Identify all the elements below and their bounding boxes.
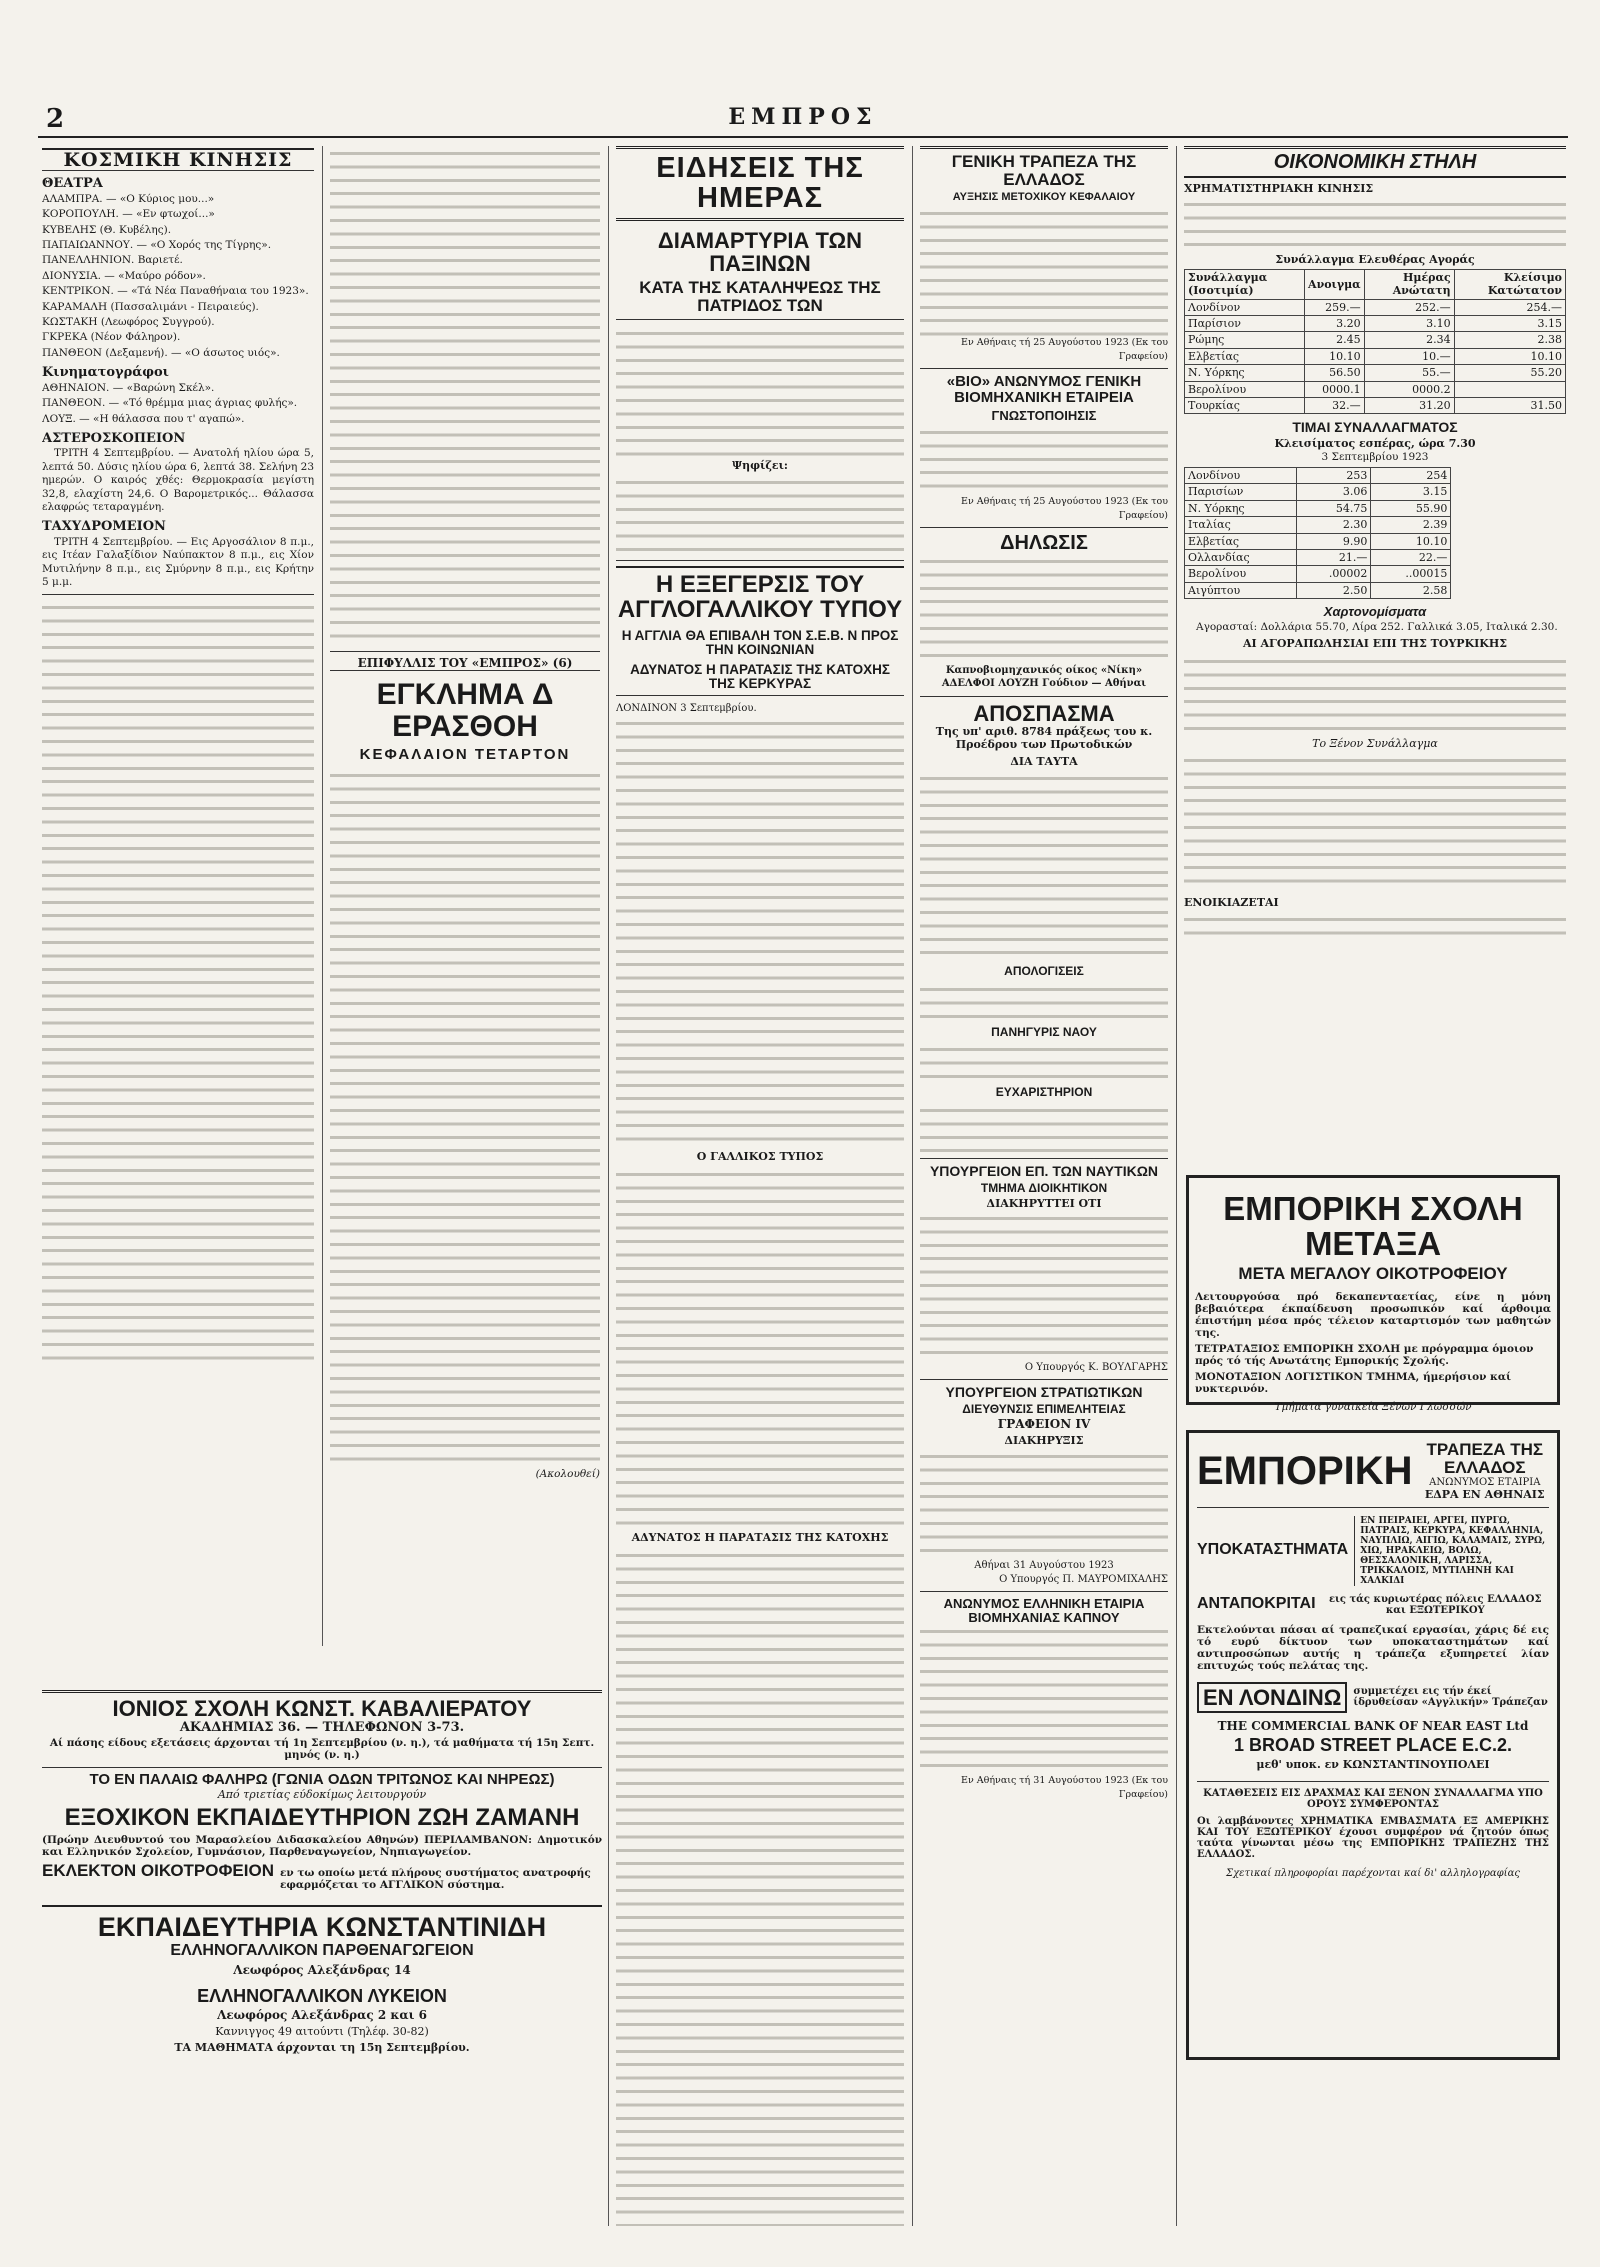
divider [920, 696, 1168, 697]
ad-text: ΤΕΤΡΑΤΑΞΙΟΣ ΕΜΠΟΡΙΚΗ ΣΧΟΛΗ με πρόγραμμα όμοιον πρός τό τής Ανωτάτης Εμπορικής Σχολής. [1195, 1343, 1534, 1368]
notice-sign: Εν Αθήναις τή 25 Αυγούστου 1923 (Εκ του Γραφείου) [961, 337, 1168, 362]
table-cell: 31.50 [1454, 398, 1565, 414]
column-notices [920, 146, 1168, 2226]
article-body [1184, 197, 1566, 249]
table-cell: 3.06 [1297, 484, 1371, 500]
london-label: ΕΝ ΛΟΝΔΙΝΩ [1197, 1682, 1347, 1713]
column-feuilleton [330, 146, 600, 1666]
table-cell: Ελβετίας [1185, 533, 1297, 549]
bank-seat: ΕΔΡΑ ΕΝ ΑΘΗΝΑΙΣ [1424, 1487, 1545, 1501]
table-row [1185, 566, 1451, 582]
table-cell: 21.— [1297, 550, 1371, 566]
boarding [42, 1862, 602, 1891]
table-cell: Λονδίνου [1185, 467, 1297, 483]
table-cell: 22.— [1371, 550, 1451, 566]
theatres-heading: ΘΕΑΤΡΑ [42, 176, 103, 192]
divider [920, 527, 1168, 528]
table-cell: Ιταλίας [1185, 517, 1297, 533]
table-cell: 2.50 [1297, 582, 1371, 598]
table-row [1185, 381, 1566, 397]
ops-text: Εκτελούνται πάσαι αί τραπεζικαί εργασίαι, χάρις δέ εις τό ευρύ δίκτυον των υποκαταστημάτων καί αντιπροσώπων αυτής η τράπεζα εξυπηρετεί λίαν επιτυχώς τούς πελάτας της. [1197, 1623, 1549, 1672]
divider [920, 1379, 1168, 1380]
notice-body [920, 1042, 1168, 1082]
table-cell: Ν. Υόρκης [1185, 365, 1305, 381]
table-row [1185, 517, 1451, 533]
news-banner: ΕΙΔΗΣΕΙΣ ΤΗΣ ΗΜΕΡΑΣ [616, 146, 904, 221]
notice-sub: Της υπ' αριθ. 8784 πράξεως του κ. Προέδρου των Πρωτοδικών [935, 724, 1153, 752]
column-rule [912, 146, 913, 2226]
coupon-heading: Χαρτονομίσματα [1323, 604, 1427, 620]
list-item: ΑΛΑΜΠΡΑ. — «Ο Κύριος μου...» [42, 192, 215, 205]
table-cell: 2.34 [1364, 332, 1454, 348]
list-item: ΔΙΟΝΥΣΙΑ. — «Μαύρο ρόδον». [42, 269, 206, 282]
divider [920, 1158, 1168, 1159]
notice-sign: Ο Υπουργός Π. ΜΑΥΡΟΜΙΧΑΛΗΣ [999, 1573, 1168, 1585]
school-ad [1186, 1175, 1560, 1414]
table-cell: 31.20 [1364, 398, 1454, 414]
ad-title: ΕΚΠΑΙΔΕΥΤΗΡΙΑ ΚΩΝΣΤΑΝΤΙΝΙΔΗ [42, 1905, 602, 1941]
table-cell: 10.— [1364, 348, 1454, 364]
headline-sub: ΑΔΥΝΑΤΟΣ Η ΠΑΡΑΤΑΣΙΣ ΤΗΣ ΚΑΤΟΧΗΣ ΤΗΣ ΚΕΡΚΥΡΑΣ [616, 663, 904, 696]
section-title: ΚΟΣΜΙΚΗ ΚΙΝΗΣΙΣ [42, 148, 314, 171]
masthead: ΕΜΠΡΟΣ [728, 104, 878, 130]
closing-sub: Κλεισίματος εσπέρας, ώρα 7.30 [1274, 437, 1476, 451]
list-item: ΑΘΗΝΑΙΟΝ. — «Βαρώνη Σκέλ». [42, 381, 215, 394]
table-cell: 259.— [1305, 299, 1365, 315]
bank-name: ΕΜΠΟΡΙΚΗ [1197, 1448, 1413, 1493]
table-cell: 55.— [1364, 365, 1454, 381]
branches-label: ΥΠΟΚΑΤΑΣΤΗΜΑΤΑ [1197, 1541, 1349, 1559]
london-with: μεθ' υποκ. εν ΚΩΝΣΤΑΝΤΙΝΟΥΠΟΛΕΙ [1256, 1757, 1490, 1771]
notice-title: ΑΝΩΝΥΜΟΣ ΕΛΛΗΝΙΚΗ ΕΤΑΙΡΙΑ ΒΙΟΜΗΧΑΝΙΑΣ ΚΑΠΝΟΥ [943, 1595, 1145, 1625]
ad-text: Λειτουργούσα πρό δεκαπενταετίας, είνε η μόνη βεβαιότερα έκπαίδευση προσωπικόν καί άρθοιμα έπιστήμη μέσα πρός τέλειον καταρτισμόν των μαθητών της. [1195, 1291, 1551, 1340]
table-cell: Αιγύπτου [1185, 582, 1297, 598]
table-cell: 2.58 [1371, 582, 1451, 598]
list-item: ΚΥΒΕΛΗΣ (Θ. Κυβέλης). [42, 223, 172, 236]
ad-text: Καννιγγος 49 αιτούντι (Τηλέφ. 30-82) [215, 2025, 429, 2039]
ad-title: ΤΟ ΕΝ ΠΑΛΑΙΩ ΦΑΛΗΡΩ (ΓΩΝΙΑ ΟΔΩΝ ΤΡΙΤΩΝΟΣ ΚΑΙ ΝΗΡΕΩΣ) [42, 1767, 602, 1788]
article-body [1184, 654, 1566, 734]
table-cell: Παρισίων [1185, 484, 1297, 500]
column-header: Ανοιγμα [1305, 269, 1365, 299]
bank-ad-titles [1421, 1441, 1549, 1501]
table-row [1185, 533, 1451, 549]
article-body [1184, 753, 1566, 893]
school-ads [42, 1690, 602, 2253]
table-cell: 55.20 [1454, 365, 1565, 381]
table-cell: 3.15 [1371, 484, 1451, 500]
feuilleton-body [330, 768, 600, 1468]
headline-sub: Η ΑΓΓΛΙΑ ΘΑ ΕΠΙΒΑΛΗ ΤΟΝ Σ.Ε.Β. Ν ΠΡΟΣ ΤΗΝ ΚΟΙΝΩΝΙΑΝ [621, 627, 899, 657]
table-cell: 10.10 [1305, 348, 1365, 364]
notice-body [920, 1624, 1168, 1774]
notice-clause: ΔΙΑΚΗΡΥΞΙΣ [1004, 1433, 1084, 1447]
notice-title: ΑΠΟΣΠΑΣΜΑ [973, 700, 1115, 726]
table-cell: Βερολίνου [1185, 566, 1297, 582]
article-body [616, 1548, 904, 2226]
notice-title: ΠΑΝΗΓΥΡΙΣ ΝΑΟΥ [991, 1024, 1097, 1039]
table-row [1185, 299, 1566, 315]
table-cell: 55.90 [1371, 500, 1451, 516]
table-cell: 254 [1371, 467, 1451, 483]
ad-title: ΕΚΛΕΚΤΟΝ ΟΙΚΟΤΡΟΦΕΙΟΝ [42, 1861, 274, 1881]
london-bank: THE COMMERCIAL BANK OF NEAR EAST Ltd [1217, 1718, 1529, 1733]
trade-heading: ΑΙ ΑΓΟΡΑΠΩΛΗΣΙΑΙ ΕΠΙ ΤΗΣ ΤΟΥΡΚΙΚΗΣ [1242, 637, 1508, 651]
table-cell: 9.90 [1297, 533, 1371, 549]
london-addr: 1 BROAD STREET PLACE E.C.2. [1233, 1734, 1513, 1755]
notice-body [920, 1103, 1168, 1153]
notice-title: ΥΠΟΥΡΓΕΙΟΝ ΕΠ. ΤΩΝ ΝΑΥΤΙΚΩΝ [929, 1162, 1159, 1179]
table-row [1185, 467, 1451, 483]
list-item: ΚΑΡΑΜΑΛΗ (Πασσαλιμάνι - Πειραιεύς). [42, 300, 259, 313]
article-body [616, 326, 904, 456]
deposits-text: Οι λαμβάνοντες ΧΡΗΜΑΤΙΚΑ ΕΜΒΑΣΜΑΤΑ ΕΞ ΑΜΕΡΙΚΗΣ ΚΑΙ ΤΟΥ ΕΞΩΤΕΡΙΚΟΥ έχουσι συμφέρον νά ζητούν όπως ταύτα γίνωνται μέσω της ΕΜΠΟΡΙΚΗΣ ΤΡΑΠΕΖΗΣ ΤΗΣ ΕΛΛΑΔΟΣ. [1197, 1815, 1549, 1860]
column-rule [608, 146, 609, 2226]
divider [920, 1591, 1168, 1592]
list-item: ΚΕΝΤΡΙΚΟΝ. — «Τά Νέα Παναθήναια του 1923». [42, 285, 309, 298]
ad-address: Λεωφόρος Αλεξάνδρας 14 [233, 1963, 411, 1978]
table-cell: 3.15 [1454, 316, 1565, 332]
notice-title: ΕΥΧΑΡΙΣΤΗΡΙΟΝ [995, 1085, 1093, 1100]
table-row [1185, 316, 1566, 332]
table-cell: 2.39 [1371, 517, 1451, 533]
feuilleton-chapter: ΚΕΦΑΛΑΙΟΝ ΤΕΤΑΡΤΟΝ [359, 746, 571, 764]
column-header: Ημέρας Ανώτατη [1364, 269, 1454, 299]
notice-title: ΔΗΛΩΣΙΣ [1000, 532, 1088, 554]
ad-title: ΕΞΟΧΙΚΟΝ ΕΚΠΑΙΔΕΥΤΗΡΙΟΝ ΖΩΗ ΖΑΜΑΝΗ [64, 1803, 580, 1831]
list-item: ΚΩΣΤΑΚΗ (Λεωφόρος Συγγρού). [42, 316, 215, 329]
vote-heading: Ψηφίζει: [732, 458, 788, 472]
notice-body [920, 425, 1168, 495]
notice-body [920, 771, 1168, 961]
table-title: Συνάλλαγμα Ελευθέρας Αγοράς [1275, 253, 1475, 267]
table-cell: Ολλανδίας [1185, 550, 1297, 566]
table-row [1185, 332, 1566, 348]
agents [1197, 1594, 1549, 1616]
section-heading: Ο ΓΑΛΛΙΚΟΣ ΤΥΠΟΣ [696, 1149, 824, 1163]
branches [1197, 1516, 1549, 1586]
table-row [1185, 484, 1451, 500]
table-cell: 10.10 [1454, 348, 1565, 364]
table-cell [1454, 381, 1565, 397]
notice-sub: ΤΜΗΜΑ ΔΙΟΙΚΗΤΙΚΟΝ [980, 1180, 1108, 1195]
column-header: Συνάλλαγμα (Ισοτιμία) [1185, 269, 1305, 299]
article-body [42, 600, 314, 1360]
column-rule [322, 146, 323, 1646]
rates-table [1184, 269, 1566, 415]
notice-sub: ΓΝΩΣΤΟΠΟΙΗΣΙΣ [991, 407, 1097, 423]
post-text: ΤΡΙΤΗ 4 Σεπτεμβρίου. — Εις Αργοσάλιον 8 π.μ., εις Ιτέαν Γαλαξίδιον Ναύπακτον 8 π.μ., εις Χίον Μυτιλήνην 8 π.μ., εις Σμύρνην 8 π.μ., εις Κρήτην 5 μ.μ. [42, 535, 314, 588]
theatres-list [42, 193, 314, 360]
notice-title: ΥΠΟΥΡΓΕΙΟΝ ΣΤΡΑΤΙΩΤΙΚΩΝ [945, 1384, 1143, 1400]
table-cell: 56.50 [1305, 365, 1365, 381]
closing-date: 3 Σεπτεμβρίου 1923 [1321, 450, 1429, 463]
divider [616, 560, 904, 561]
table-row [1185, 550, 1451, 566]
list-item: ΛΟΥΞ. — «Η θάλασσα που τ' αγαπώ». [42, 412, 245, 425]
table-cell: 252.— [1364, 299, 1454, 315]
exchange-heading: ΧΡΗΜΑΤΙΣΤΗΡΙΑΚΗ ΚΙΝΗΣΙΣ [1184, 182, 1374, 195]
table-cell: 2.38 [1454, 332, 1565, 348]
notice-sign: Ο Υπουργός Κ. ΒΟΥΛΓΑΡΗΣ [1024, 1361, 1168, 1373]
bank-ad-header [1197, 1441, 1549, 1508]
bank-title: ΤΡΑΠΕΖΑ ΤΗΣ ΕΛΛΑΔΟΣ [1426, 1440, 1544, 1477]
article-body [1184, 912, 1566, 942]
table-cell: 3.10 [1364, 316, 1454, 332]
list-item: ΠΑΝΘΕΟΝ. — «Τό θρέμμα μιας άγριας φυλής». [42, 397, 298, 410]
table-cell: 0000.2 [1364, 381, 1454, 397]
list-item: ΠΑΠΑΙΩΑΝΝΟΥ. — «Ο Χορός της Τίγρης». [42, 239, 272, 252]
foreign-heading: Το Ξένον Συνάλλαγμα [1312, 736, 1438, 750]
article-body [616, 716, 904, 1146]
divider [42, 594, 314, 595]
notice-sign: Καπνοβιομηχανικός οίκος «Νίκη» ΑΔΕΛΦΟΙ ΛΟΥΖΗ Γούδιον — Αθήναι [941, 665, 1147, 690]
deposits: ΚΑΤΑΘΕΣΕΙΣ ΕΙΣ ΔΡΑΧΜΑΣ ΚΑΙ ΞΕΝΟΝ ΣΥΝΑΛΛΑΓΜΑ ΥΠΟ ΟΡΟΥΣ ΣΥΜΦΕΡΟΝΤΑΣ [1197, 1781, 1549, 1810]
list-item: ΚΟΡΟΠΟΥΛΗ. — «Εν φτωχοί...» [42, 208, 215, 221]
table-cell: 253 [1297, 467, 1371, 483]
table-cell: ..00015 [1371, 566, 1451, 582]
table-cell: 54.75 [1297, 500, 1371, 516]
london-text: συμμετέχει εις τήν έκεί ίδρυθείσαν «Αγγλικήν» Τράπεζαν [1353, 1686, 1548, 1709]
ad-title: ΕΜΠΟΡΙΚΗ ΣΧΟΛΗ ΜΕΤΑΞΑ [1223, 1190, 1523, 1262]
bank-ad [1186, 1430, 1560, 2060]
rent-heading: ΕΝΟΙΚΙΑΖΕΤΑΙ [1184, 896, 1279, 910]
table-cell: Λονδίνον [1185, 299, 1305, 315]
feuilleton-heading: ΕΠΙΦΥΛΛΙΣ ΤΟΥ «ΕΜΠΡΟΣ» (6) [330, 657, 600, 671]
bank-sub: ΑΝΩΝΥΜΟΣ ΕΤΑΙΡΙΑ [1429, 1476, 1541, 1488]
feuilleton-title: ΕΓΚΛΗΜΑ Δ ΕΡΑΣΘΟΗ [376, 678, 554, 743]
notice-sign: Εν Αθήναις τή 25 Αυγούστου 1923 (Εκ του Γραφείου) [961, 496, 1168, 521]
closing-table [1184, 467, 1451, 599]
section-heading: ΑΔΥΝΑΤΟΣ Η ΠΑΡΑΤΑΣΙΣ ΤΗΣ ΚΑΤΟΧΗΣ [631, 1531, 889, 1545]
divider [920, 368, 1168, 369]
column-social [42, 146, 314, 1666]
notice-title: ΑΠΟΛΟΓΙΣΕΙΣ [1004, 964, 1084, 979]
notice-sub: ΑΥΞΗΣΙΣ ΜΕΤΟΧΙΚΟΥ ΚΕΦΑΛΑΙΟΥ [952, 190, 1136, 203]
table-cell: Ελβετίας [1185, 348, 1305, 364]
notice-title: ΓΕΝΙΚΗ ΤΡΑΠΕΖΑ ΤΗΣ ΕΛΛΑΔΟΣ [920, 146, 1168, 189]
table-cell: 3.20 [1305, 316, 1365, 332]
divider [330, 651, 600, 652]
table-row [1185, 582, 1451, 598]
table-row [1185, 398, 1566, 414]
ad-subtitle: ΜΕΤΑ ΜΕΓΑΛΟΥ ΟΙΚΟΤΡΟΦΕΙΟΥ [1238, 1264, 1508, 1284]
headline-sub: ΚΑΤΑ ΤΗΣ ΚΑΤΑΛΗΨΕΩΣ ΤΗΣ ΠΑΤΡΙΔΟΣ ΤΩΝ [616, 279, 904, 320]
closing-heading: ΤΙΜΑΙ ΣΥΝΑΛΛΑΓΜΑΤΟΣ [1292, 419, 1458, 436]
table-cell: Τουρκίας [1185, 398, 1305, 414]
list-item: ΠΑΝΘΕΟΝ (Δεξαμενή). — «Ο άσωτος υιός». [42, 346, 280, 359]
ad-text: ΤΑ ΜΑΘΗΜΑΤΑ άρχονται τη 15η Σεπτεμβρίου. [174, 2041, 470, 2055]
article-body [616, 475, 904, 555]
ad-text: ΜΟΝΟΤΑΞΙΟΝ ΛΟΓΙΣΤΙΚΟΝ ΤΜΗΜΑ, ήμερήσιον καί νυκτερινόν. [1195, 1371, 1512, 1396]
ad-text: (Πρώην Διευθυντού του Μαρασλείου Διδασκαλείου Αθηνών) ΠΕΡΙΛΑΜΒΑΝΟΝ: Δημοτικόν και Ελληνικόν Σχολείον, Γυμνάσιον, Παρθεναγωγείον, Νηπιαγωγείον. [42, 1834, 602, 1859]
coupon-text: Αγορασταί: Δολλάρια 55.70, Λίρα 252. Γαλλικά 3.05, Ιταλικά 2.30. [1196, 620, 1558, 633]
table-cell: 254.— [1454, 299, 1565, 315]
column-rule [1176, 146, 1177, 2226]
table-cell: 32.— [1305, 398, 1365, 414]
column-news [616, 146, 904, 2226]
notice-clause: ΔΙΑ ΤΑΥΤΑ [1010, 754, 1078, 768]
headline: Η ΕΞΕΓΕΡΣΙΣ ΤΟΥ ΑΓΓΛΟΓΑΛΛΙΚΟΥ ΤΥΠΟΥ [616, 566, 904, 622]
table-cell: 10.10 [1371, 533, 1451, 549]
table-cell: Ρώμης [1185, 332, 1305, 348]
ad-address: ΑΚΑΔΗΜΙΑΣ 36. — ΤΗΛΕΦΩΝΟΝ 3-73. [179, 1720, 465, 1736]
article-body [616, 1167, 904, 1527]
ad-text: Αί πάσης είδους εξετάσεις άρχονται τή 1η Σεπτεμβρίου (ν. η.), τά μαθήματα τή 15η Σεπτ. μηνός (ν. η.) [49, 1737, 595, 1762]
agents-text: εις τάς κυριωτέρας πόλεις ΕΛΛΑΔΟΣ και ΕΞΩΤΕΡΙΚΟΥ [1328, 1593, 1542, 1616]
notice-body [920, 1211, 1168, 1361]
article-body [330, 146, 600, 646]
table-cell: 0000.1 [1305, 381, 1365, 397]
ad-text: εν τω οποίω μετά πλήρους συστήματος ανατροφής εφαρμόζεται το ΑΓΓΛΙΚΟΝ σύστημα. [280, 1867, 591, 1892]
list-item: ΠΑΝΕΛΛΗΝΙΟΝ. Βαριετέ. [42, 254, 183, 267]
notice-clause: ΔΙΑΚΗΡΥΤΤΕΙ ΟΤΙ [986, 1197, 1102, 1211]
table-row [1185, 500, 1451, 516]
ad-text: Από τριετίας εύδοκίμως λειτουργούν [217, 1787, 427, 1801]
london [1197, 1682, 1549, 1713]
observatory-heading: ΑΣΤΕΡΟΣΚΟΠΕΙΟΝ [42, 430, 186, 446]
dateline: ΛΟΝΔΙΝΟΝ 3 Σεπτεμβρίου. [616, 703, 757, 715]
notice-date: Αθήναι 31 Αυγούστου 1923 [974, 1560, 1114, 1572]
table-cell: Ν. Υόρκης [1185, 500, 1297, 516]
ad-address: Λεωφόρος Αλεξάνδρας 2 και 6 [217, 2008, 427, 2023]
headline: ΔΙΑΜΑΡΤΥΡΙΑ ΤΩΝ ΠΑΞΙΝΩΝ [657, 227, 863, 276]
table-cell: Παρίσιον [1185, 316, 1305, 332]
table-cell: 2.30 [1297, 517, 1371, 533]
table-row [1185, 365, 1566, 381]
page-number: 2 [46, 104, 65, 134]
column-header: Κλείσιμο Κατώτατον [1454, 269, 1565, 299]
table-cell: Βερολίνου [1185, 381, 1305, 397]
list-item: ΓΚΡΕΚΑ (Νέον Φάληρον). [42, 331, 181, 344]
notice-sign: Εν Αθήναις τή 31 Αυγούστου 1923 (Εκ του Γραφείου) [961, 1775, 1168, 1800]
observatory-text: ΤΡΙΤΗ 4 Σεπτεμβρίου. — Ανατολή ηλίου ώρα 5, λεπτά 50. Δύσις ηλίου ώρα 6, λεπτά 38. Σελήνη 23 ημερών. Ο καιρός χθές: Θερμοκρασία μεγίστη 32,8, ελαχίστη 24,6. Ο Βαρομετρικός... Θάλασσα ελαφρώς τεταραγμένη. [42, 447, 314, 513]
page-header [38, 100, 1568, 138]
agents-label: ΑΝΤΑΠΟΚΡΙΤΑΙ [1197, 1595, 1316, 1613]
notice-office: ΓΡΑΦΕΙΟΝ IV [997, 1417, 1091, 1432]
table-cell: 2.45 [1305, 332, 1365, 348]
ad-subtitle: ΕΛΛΗΝΟΓΑΛΛΙΚΟΝ ΠΑΡΘΕΝΑΓΩΓΕΙΟΝ [170, 1942, 474, 1960]
notice-body [920, 982, 1168, 1022]
table-row [1185, 348, 1566, 364]
branches-list: ΕΝ ΠΕΙΡΑΙΕΙ, ΑΡΓΕΙ, ΠΥΡΓΩ, ΠΑΤΡΑΙΣ, ΚΕΡΚΥΡΑ, ΚΕΦΑΛΛΗΝΙΑ, ΝΑΥΠΛΙΩ, ΑΙΓΙΩ, ΚΑΛΑΜΑΙΣ, ΣΥΡΩ, ΧΙΩ, ΗΡΑΚΛΕΙΩ, ΒΟΛΩ, ΘΕΣΣΑΛΟΝΙΚΗ, ΛΑΡΙΣΣΑ, ΤΡΙΚΚΑΛΟΙΣ, ΜΥΤΙΛΗΝΗ ΚΑΙ ΧΑΛΚΙΔΙ [1354, 1516, 1549, 1586]
notice-sub: ΔΙΕΥΘΥΝΣΙΣ ΕΠΙΜΕΛΗΤΕΙΑΣ [962, 1401, 1126, 1416]
signature: (Ακολουθεί) [535, 1467, 600, 1480]
ad-title: ΕΛΛΗΝΟΓΑΛΛΙΚΟΝ ΛΥΚΕΙΟΝ [197, 1986, 447, 2007]
notice-body [920, 1449, 1168, 1559]
ad-title: ΙΟΝΙΟΣ ΣΧΟΛΗ ΚΩΝΣΤ. ΚΑΒΑΛΙΕΡΑΤΟΥ [112, 1696, 532, 1721]
notice-body [920, 554, 1168, 664]
notice-title: «ΒΙΟ» ΑΝΩΝΥΜΟΣ ΓΕΝΙΚΗ ΒΙΟΜΗΧΑΝΙΚΗ ΕΤΑΙΡΕΙΑ [946, 373, 1142, 406]
table-cell: .00002 [1297, 566, 1371, 582]
section-title: ΟΙΚΟΝΟΜΙΚΗ ΣΤΗΛΗ [1184, 146, 1566, 178]
notice-body [920, 206, 1168, 336]
info-text: Σχετικαί πληροφορίαι παρέχονται καί δι' αλληλογραφίας [1226, 1867, 1520, 1879]
ad-text: Τμήματα γυναικεία Ξένων Γλωσσών [1274, 1401, 1472, 1414]
post-heading: ΤΑΧΥΔΡΟΜΕΙΟΝ [42, 519, 166, 535]
cinema-heading: Κινηματογράφοι [42, 365, 169, 381]
